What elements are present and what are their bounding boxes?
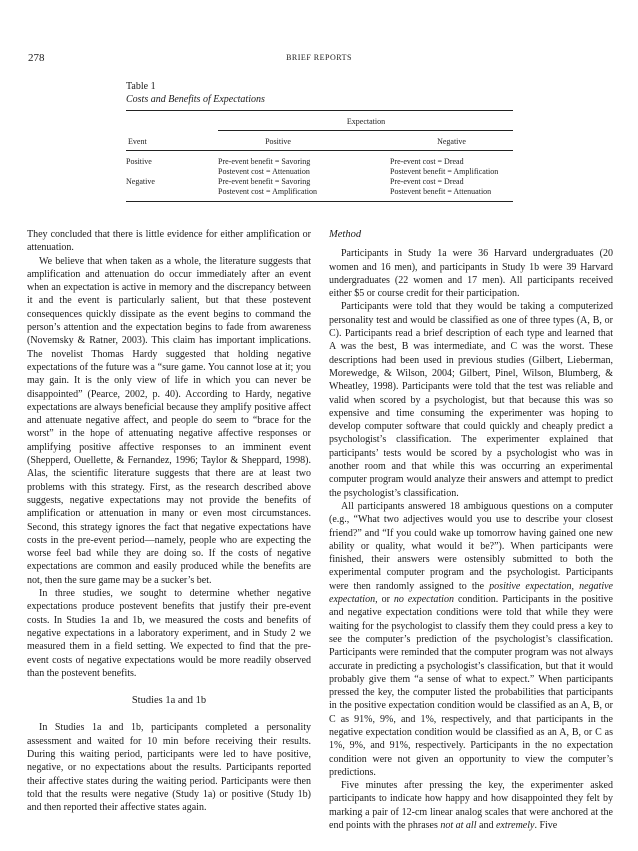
section-heading: Method [329, 229, 362, 240]
right-column [329, 228, 613, 832]
table-bottom-rule [126, 201, 513, 202]
table-label: Table 1 [126, 81, 156, 92]
paragraph: We believe that when taken as a whole, the literature suggests that amplification and attenuation do occur immediately after an event when an expectation is active in memory and the discrepancy between it and the event is particularly salient, but that these postevent consequences quickly dissipate as the event begins to command the person’s attention and the expectation begins to fade from awareness (Novemsky & Ratner, 2003). This claim has important implications. The novelist Thomas Hardy suggested that holding negative expectations of the future was a “sure game. You cannot lose at it; you may gain. It is the only view of life in which you can never be disappointed” (Pearce, 2002, p. 40). According to Hardy, negative expectations are always beneficial because they amplify positive affect and attenuate negative affect, and people do seem to “brace for the worst” in the hope of attenuating negative affective responses or amplifying positive affective responses to an imminent event (Shepperd, Ouellette, & Fernandez, 1996; Taylor & Sheppard, 1998). Alas, the scientific literature suggests that there are at least two problems with this strategy. First, as the research described above suggests, negative expectations may not provide the benefits of amplification or attenuation in many or even most circumstances. Second, this strategy ignores the fact that negative expectations have costs in the pre-event period—namely, people who are expecting the worse feel bad while they are doing so. If the costs of negative expectations are common and easily produced while the benefits are not, then the sure game may be a sucker’s bet. [27, 255, 311, 586]
table-spanner: Expectation [346, 117, 386, 126]
left-column [27, 228, 311, 814]
table-spanner-rule [218, 130, 513, 131]
table-cell: Pre-event benefit = Savoring [218, 177, 311, 186]
table-col-negative: Negative [437, 137, 466, 146]
table-cell: Postevent benefit = Attenuation [390, 187, 492, 196]
table-col-positive: Positive [265, 137, 291, 146]
table-header-rule [126, 150, 513, 151]
paragraph: Participants in Study 1a were 36 Harvard undergraduates (20 women and 16 men), and participants in Study 1b were 39 Harvard undergraduates (22 women and 17 men). All participants received either $5 or course credit for their participation. [329, 248, 613, 300]
table-cell: Postevent cost = Attenuation [218, 167, 310, 176]
table-row-event: Positive [126, 157, 152, 166]
paragraph: In Studies 1a and 1b, participants completed a personality assessment and waited for 10 min before receiving their results. During this waiting period, participants were led to have positive, negative, or no expectations about the results. Participants reported their affective states during the waiting period. Participants were then told that the results were negative (Study 1a) or positive (Study 1b) and then reported their affective states again. [27, 722, 311, 814]
table-caption: Costs and Benefits of Expectations [126, 94, 265, 105]
table-body [126, 111, 513, 211]
table-cell: Postevent benefit = Amplification [390, 167, 499, 176]
table-row-event: Negative [126, 177, 155, 186]
table-cell: Pre-event cost = Dread [390, 157, 464, 166]
page-number: 278 [28, 52, 45, 64]
paragraph: All participants answered 18 ambiguous questions on a computer (e.g., “What two adjectives would you use to describe your closest friend?” and “If you could wake up tomorrow having gained one new ability or quality, what would it be?”). When participants were finished, their answers were ostensibly submitted to both the experimental computer program and the psychologist. Participants were then randomly assigned to the positive expectation, negative expectation, or no expectation condition. Participants in the positive and negative expectation conditions were told that while they were waiting for the psychologist to classify them they could press a key to see the computer’s prediction of the psychologist’s classification. Participants were reminded that the computer program was not always accurate in predicting a psychologist’s classification, but that it would probably give them “a sense of what to expect.” When participants pressed the key, the computer listed the probabilities that participants in the positive expectation condition would be classified as an A, B, or C as 91%, 9%, and 1%, respectively, and that participants in the negative expectation condition would be classified as an A, B, or C as 1%, 9%, and 91%, respectively. Participants in the no expectation condition were not given an opportunity to view the computer’s predictions. [329, 500, 613, 778]
table-col-event: Event [128, 137, 147, 146]
table-cell: Postevent cost = Amplification [218, 187, 317, 196]
table-cell: Pre-event benefit = Savoring [218, 157, 311, 166]
paragraph: In three studies, we sought to determine whether negative expectations produce postevent benefits that justify their pre-event costs. In Studies 1a and 1b, we measured the costs and benefits of negative expectations in a laboratory experiment, and in Study 2 we measured them in a field setting. We expected to find that the pre-event costs of negative expectations would be more readily observed than the postevent benefits. [27, 588, 311, 679]
paragraph: Participants were told that they would be taking a computerized personality test and would be classified as one of three types (A, B, or C). Participants read a brief description of each type and learned that A was the best, B was intermediate, and C was the worst. These descriptions had been used in previous studies (Gilbert, Lieberman, Morewedge, & Wilson, 2004; Gilbert, Pinel, Wilson, Blumberg, & Wheatley, 1998). Participants were told that the test was reliable and valid when scored by a psychologist, but that because this was so expensive and time consuming the experimenter was hoping to develop computer software that could quickly and cheaply predict a psychologist’s classification. The experimenter explained that participants’ tests would be scored by a psychologist who was in another room and that while this was occurring an experimental computer program would analyze their answers and attempt to predict the psychologist’s classification. [329, 301, 613, 499]
paragraph: They concluded that there is little evidence for either amplification or attenuation. [27, 229, 311, 254]
table-1 [126, 80, 513, 211]
table-cell: Pre-event cost = Dread [390, 177, 464, 186]
paragraph: Five minutes after pressing the key, the experimenter asked participants to indicate how happy and how disappointed they felt by marking a pair of 12-cm linear analog scales that were anchored at the end points with the phrases not at all and extremely. Five [329, 780, 613, 832]
section-heading: Studies 1a and 1b [131, 695, 207, 707]
running-head: BRIEF REPORTS [286, 53, 352, 62]
